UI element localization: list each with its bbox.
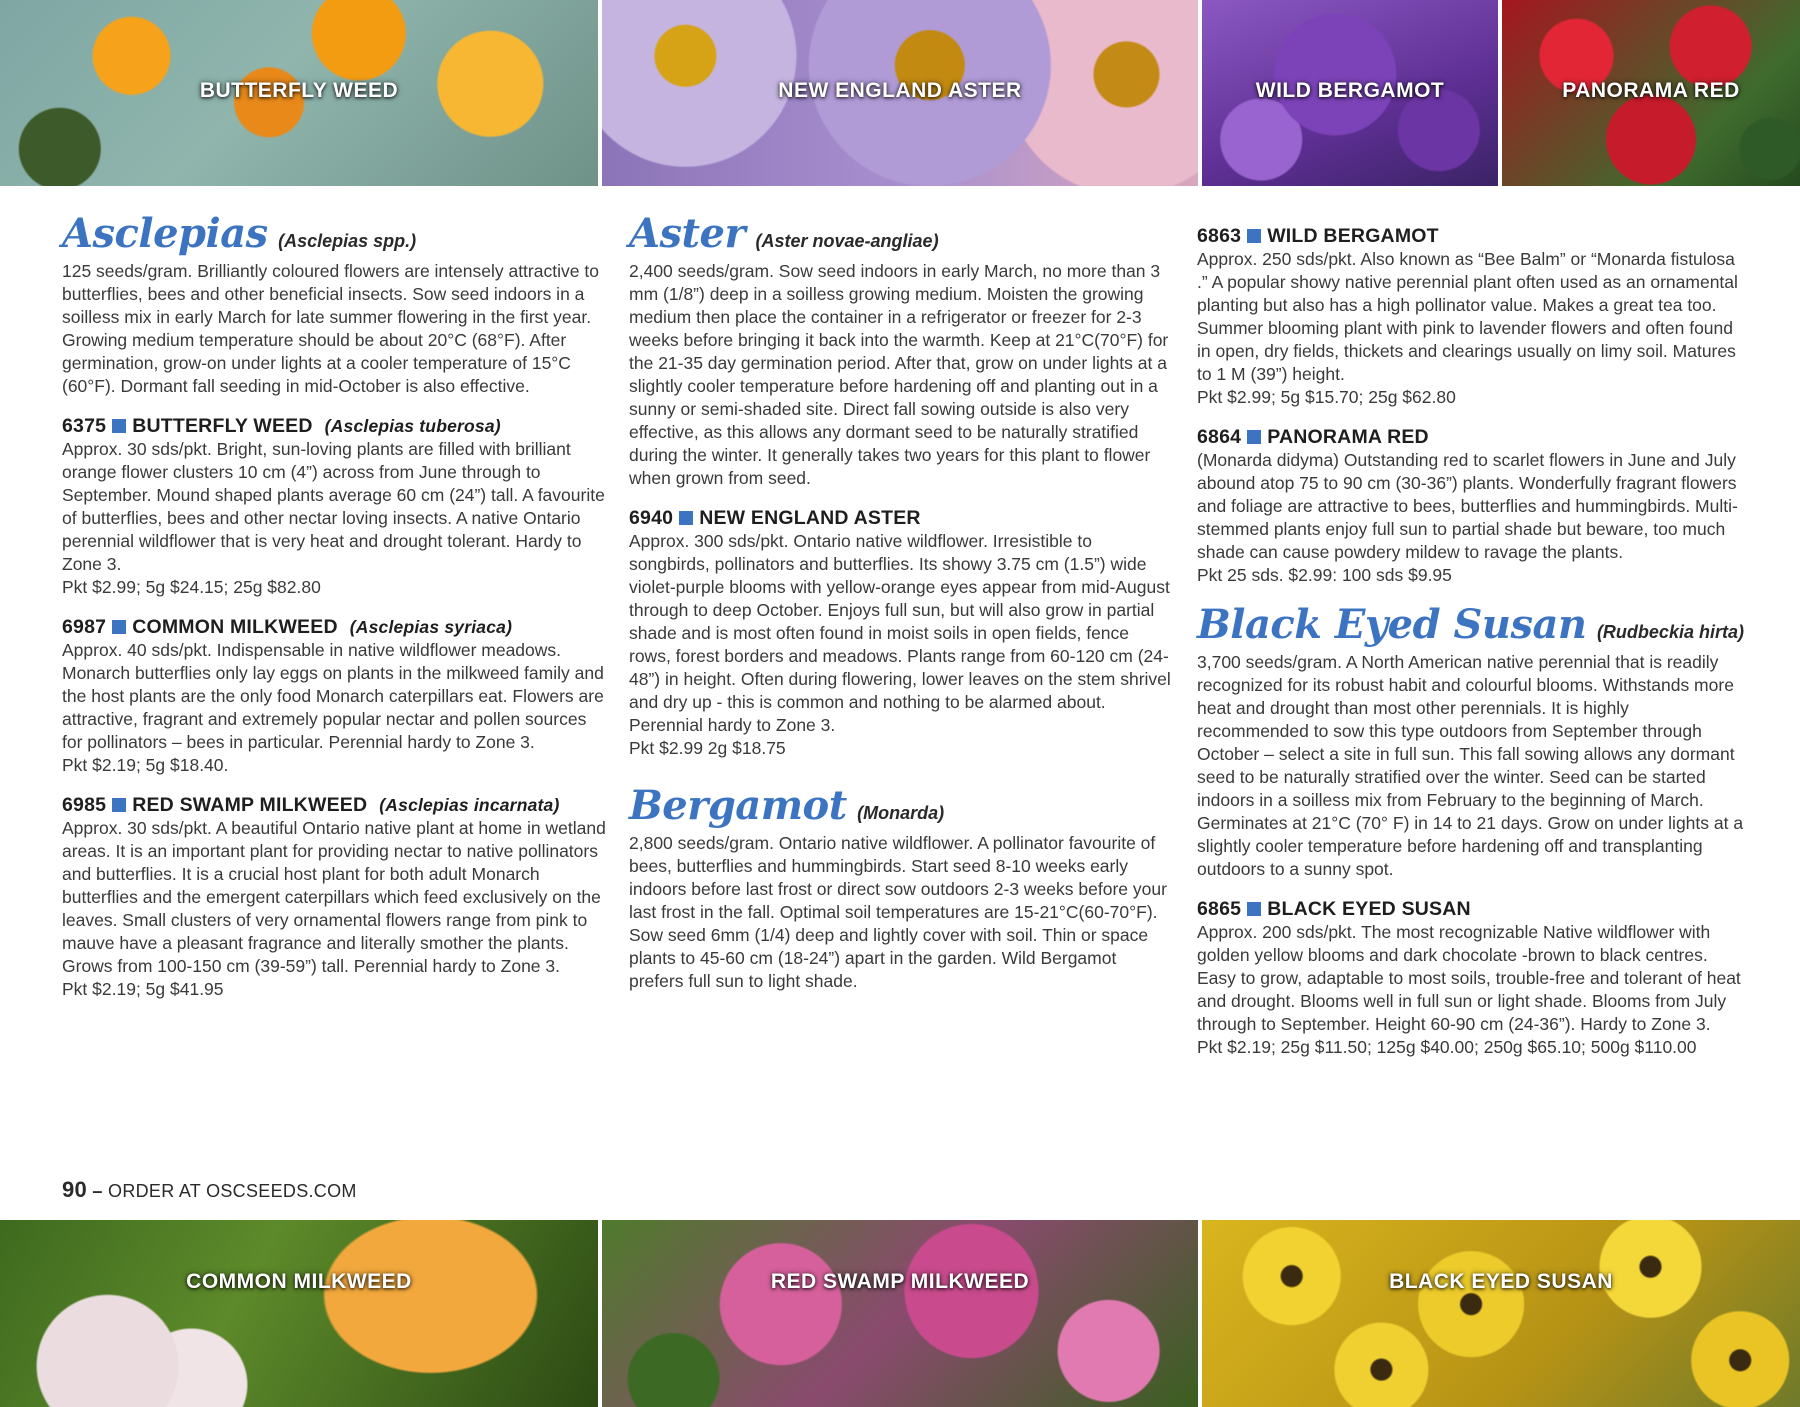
photo-caption: BLACK EYED SUSAN bbox=[1389, 1270, 1613, 1293]
square-bullet-icon bbox=[112, 419, 126, 433]
photo-butterfly-weed bbox=[0, 0, 598, 186]
product-description: Approx. 300 sds/pkt. Ontario native wildflower. Irresistible to songbirds, pollinators and butterflies. Its showy 3.75 cm (1.5”) wide violet-purple blooms with yellow-orange eyes appear from mid-August through to deep October. Enjoys full sun, but will also grow in partial shade and is most often found in moist soils in open fields, fence rows, forest borders and meadows. Plants range from 60-120 cm (24-48”) in height. Often during flowering, lower leaves on the stem shrivel and dry up - this is common and nothing to be alarmed about. Perennial hardy to Zone 3. bbox=[629, 531, 1171, 735]
column-asclepias bbox=[62, 210, 607, 1001]
product-price: Pkt $2.99; 5g $24.15; 25g $82.80 bbox=[62, 577, 321, 597]
photo-caption: PANORAMA RED bbox=[1562, 79, 1740, 102]
product-code: 6864 bbox=[1197, 426, 1242, 448]
genus-intro: 2,800 seeds/gram. Ontario native wildflower. A pollinator favourite of bees, butterflies and hummingbirds. Start seed 8-10 weeks early indoors before last frost or direct sow outdoors 2-3 weeks before your last frost in the fall. Optimal soil temperatures are 15-21°C(60-70°F). Sow seed 6mm (1/4) deep and lightly cover with soil. Thin or space plants to 45-60 cm (18-24”) apart in the garden. Wild Bergamot prefers full sun to light shade. bbox=[629, 833, 1167, 991]
product-price: Pkt $2.99; 5g $15.70; 25g $62.80 bbox=[1197, 387, 1456, 407]
product-description: (Monarda didyma) Outstanding red to scarlet flowers in June and July abound atop 75 to 90 cm (30-36”) plants. Wonderfully fragrant flowers and foliage are attractive to bees, butterflies and hummingbirds. Multi-stemmed plants enjoy full sun to partial shade but beware, too much shade can cause powdery mildew to ravage the plants. bbox=[1197, 450, 1738, 562]
photo-common-milkweed bbox=[0, 1220, 598, 1407]
product-entry bbox=[62, 615, 607, 777]
product-price: Pkt $2.19; 25g $11.50; 125g $40.00; 250g $65.10; 500g $110.00 bbox=[1197, 1037, 1697, 1057]
photo-black-eyed-susan bbox=[1202, 1220, 1800, 1407]
product-entry bbox=[1197, 897, 1745, 1059]
genus-intro: 125 seeds/gram. Brilliantly coloured flowers are intensely attractive to butterflies, bees and other beneficial insects. Sow seed indoors in a soilless mix in early March for late summer flowering in the first year. Growing medium temperature should be about 20°C (68°F). After germination, grow-on under lights at a cooler temperature of 15°C (60°F). Dormant fall seeding in mid-October is also effective. bbox=[62, 261, 599, 396]
photo-panorama-red bbox=[1502, 0, 1800, 186]
genus-name: Black Eyed Susan bbox=[1197, 601, 1587, 648]
photo-caption: NEW ENGLAND ASTER bbox=[778, 79, 1022, 102]
product-name: RED SWAMP MILKWEED bbox=[132, 794, 368, 816]
page-number: 90 bbox=[62, 1177, 88, 1202]
square-bullet-icon bbox=[112, 620, 126, 634]
product-price: Pkt $2.19; 5g $41.95 bbox=[62, 979, 224, 999]
photo-caption: RED SWAMP MILKWEED bbox=[770, 1270, 1030, 1293]
product-latin: (Asclepias syriaca) bbox=[349, 617, 513, 637]
product-price: Pkt $2.19; 5g $18.40. bbox=[62, 755, 229, 775]
product-name: BLACK EYED SUSAN bbox=[1267, 898, 1471, 920]
genus-latin: (Rudbeckia hirta) bbox=[1596, 622, 1744, 642]
product-price: Pkt 25 sds. $2.99: 100 sds $9.95 bbox=[1197, 565, 1452, 585]
genus-heading bbox=[62, 210, 607, 257]
product-description: Approx. 250 sds/pkt. Also known as “Bee Balm” or “Monarda fistulosa .” A popular showy native perennial plant often used as an ornamental planting but also has a high pollinator value. Makes a great tea too. Summer blooming plant with pink to lavender flowers and often found in open, dry fields, thickets and clearings usually on limy soil. Matures to 1 M (39”) height. bbox=[1197, 249, 1738, 384]
product-code: 6987 bbox=[62, 616, 107, 638]
genus-latin: (Monarda) bbox=[857, 803, 945, 823]
genus-latin: (Aster novae-angliae) bbox=[755, 231, 939, 251]
product-code: 6985 bbox=[62, 794, 107, 816]
genus-heading bbox=[629, 782, 1174, 829]
product-name: COMMON MILKWEED bbox=[132, 616, 338, 638]
product-entry bbox=[62, 414, 607, 599]
footer-dash: – bbox=[92, 1181, 103, 1201]
genus-name: Bergamot bbox=[629, 782, 847, 829]
product-heading bbox=[1197, 224, 1745, 248]
square-bullet-icon bbox=[1247, 902, 1261, 916]
genus-intro: 3,700 seeds/gram. A North American native perennial that is readily recognized for its robust habit and colourful blooms. Withstands more heat and drought than most other perennials. It is highly recommended to sow this type outdoors from September through October – select a site in full sun. This fall sowing allows any dormant seed to be naturally stratified over the winter. Seed can be started indoors in a soilless mix from February to the beginning of March. Germinates at 21°C (70° F) in 14 to 21 days. Grow on under lights at a slightly cooler temperature before hardening off and transplanting outdoors to a sunny spot. bbox=[1197, 652, 1744, 879]
product-entry bbox=[629, 506, 1174, 760]
product-latin: (Asclepias tuberosa) bbox=[324, 416, 501, 436]
square-bullet-icon bbox=[1247, 229, 1261, 243]
genus-intro: 2,400 seeds/gram. Sow seed indoors in early March, no more than 3 mm (1/8”) deep in a soilless growing medium. Moisten the growing medium then place the container in a refrigerator or freezer for 2-3 weeks before bringing it back into the warmth. Keep at 21°C(70°F) for the 21-35 day germination period. After that, grow on under lights at a slightly cooler temperature before hardening off and planting out in a sunny or semi-shaded site. Direct fall sowing outside is also very effective, as this allows any dormant seed to be naturally stratified during the winter. It generally takes two years for this plant to flower when grown from seed. bbox=[629, 261, 1169, 488]
genus-heading bbox=[629, 210, 1174, 257]
photo-wild-bergamot bbox=[1202, 0, 1498, 186]
genus-name: Asclepias bbox=[62, 210, 268, 257]
square-bullet-icon bbox=[112, 798, 126, 812]
product-description: Approx. 200 sds/pkt. The most recognizable Native wildflower with golden yellow blooms and dark chocolate -brown to black centres. Easy to grow, adaptable to most soils, trouble-free and tolerant of heat and drought. Blooms well in full sun or light shade. Blooms from July through to September. Height 60-90 cm (24-36”). Hardy to Zone 3. bbox=[1197, 922, 1741, 1034]
product-description: Approx. 30 sds/pkt. A beautiful Ontario native plant at home in wetland areas. It is an important plant for providing nectar to native pollinators and butterflies. It is a crucial host plant for both adult Monarch butterflies and the emergent caterpillars which feed exclusively on the leaves. Small clusters of very ornamental flowers range from pink to mauve have a pleasant fragrance and literally smother the plants. Grows from 100-150 cm (39-59”) tall. Perennial hardy to Zone 3. bbox=[62, 818, 606, 976]
product-price: Pkt $2.99 2g $18.75 bbox=[629, 738, 786, 758]
product-latin: (Asclepias incarnata) bbox=[379, 795, 560, 815]
product-description: Approx. 40 sds/pkt. Indispensable in native wildflower meadows. Monarch butterflies only lay eggs on plants in the milkweed family and the host plants are the only food Monarch caterpillars eat. Flowers are attractive, fragrant and extremely popular nectar and pollen sources for pollinators – bees in particular. Perennial hardy to Zone 3. bbox=[62, 640, 604, 752]
product-heading bbox=[62, 414, 607, 438]
product-entry bbox=[1197, 425, 1745, 587]
photo-caption: BUTTERFLY WEED bbox=[199, 79, 399, 102]
order-link-text[interactable]: ORDER AT OSCSEEDS.COM bbox=[108, 1181, 357, 1201]
photo-caption: WILD BERGAMOT bbox=[1255, 79, 1445, 102]
genus-heading bbox=[1197, 601, 1745, 648]
product-entry bbox=[1197, 224, 1745, 409]
square-bullet-icon bbox=[1247, 430, 1261, 444]
genus-latin: (Asclepias spp.) bbox=[278, 231, 417, 251]
square-bullet-icon bbox=[679, 511, 693, 525]
photo-caption: COMMON MILKWEED bbox=[186, 1270, 412, 1293]
product-name: PANORAMA RED bbox=[1267, 426, 1429, 448]
product-name: BUTTERFLY WEED bbox=[132, 415, 313, 437]
product-code: 6375 bbox=[62, 415, 107, 437]
product-name: WILD BERGAMOT bbox=[1267, 225, 1439, 247]
product-heading bbox=[62, 615, 607, 639]
product-description: Approx. 30 sds/pkt. Bright, sun-loving plants are filled with brilliant orange flower clusters 10 cm (4”) across from June through to September. Mound shaped plants average 60 cm (24”) tall. A favourite of butterflies, bees and other nectar loving insects. A native Ontario perennial wildflower that is very heat and drought tolerant. Hardy to Zone 3. bbox=[62, 439, 605, 574]
photo-new-england-aster bbox=[602, 0, 1198, 186]
product-heading bbox=[629, 506, 1174, 530]
product-code: 6940 bbox=[629, 507, 674, 529]
product-code: 6865 bbox=[1197, 898, 1242, 920]
product-heading bbox=[1197, 425, 1745, 449]
column-aster-bergamot bbox=[629, 210, 1174, 993]
product-heading bbox=[62, 793, 607, 817]
product-entry bbox=[62, 793, 607, 1001]
product-heading bbox=[1197, 897, 1745, 921]
genus-name: Aster bbox=[629, 210, 746, 257]
page-footer bbox=[62, 1177, 357, 1203]
product-code: 6863 bbox=[1197, 225, 1242, 247]
product-name: NEW ENGLAND ASTER bbox=[699, 507, 921, 529]
column-bergamot-bes bbox=[1197, 214, 1745, 1059]
photo-red-swamp-milkweed bbox=[602, 1220, 1198, 1407]
